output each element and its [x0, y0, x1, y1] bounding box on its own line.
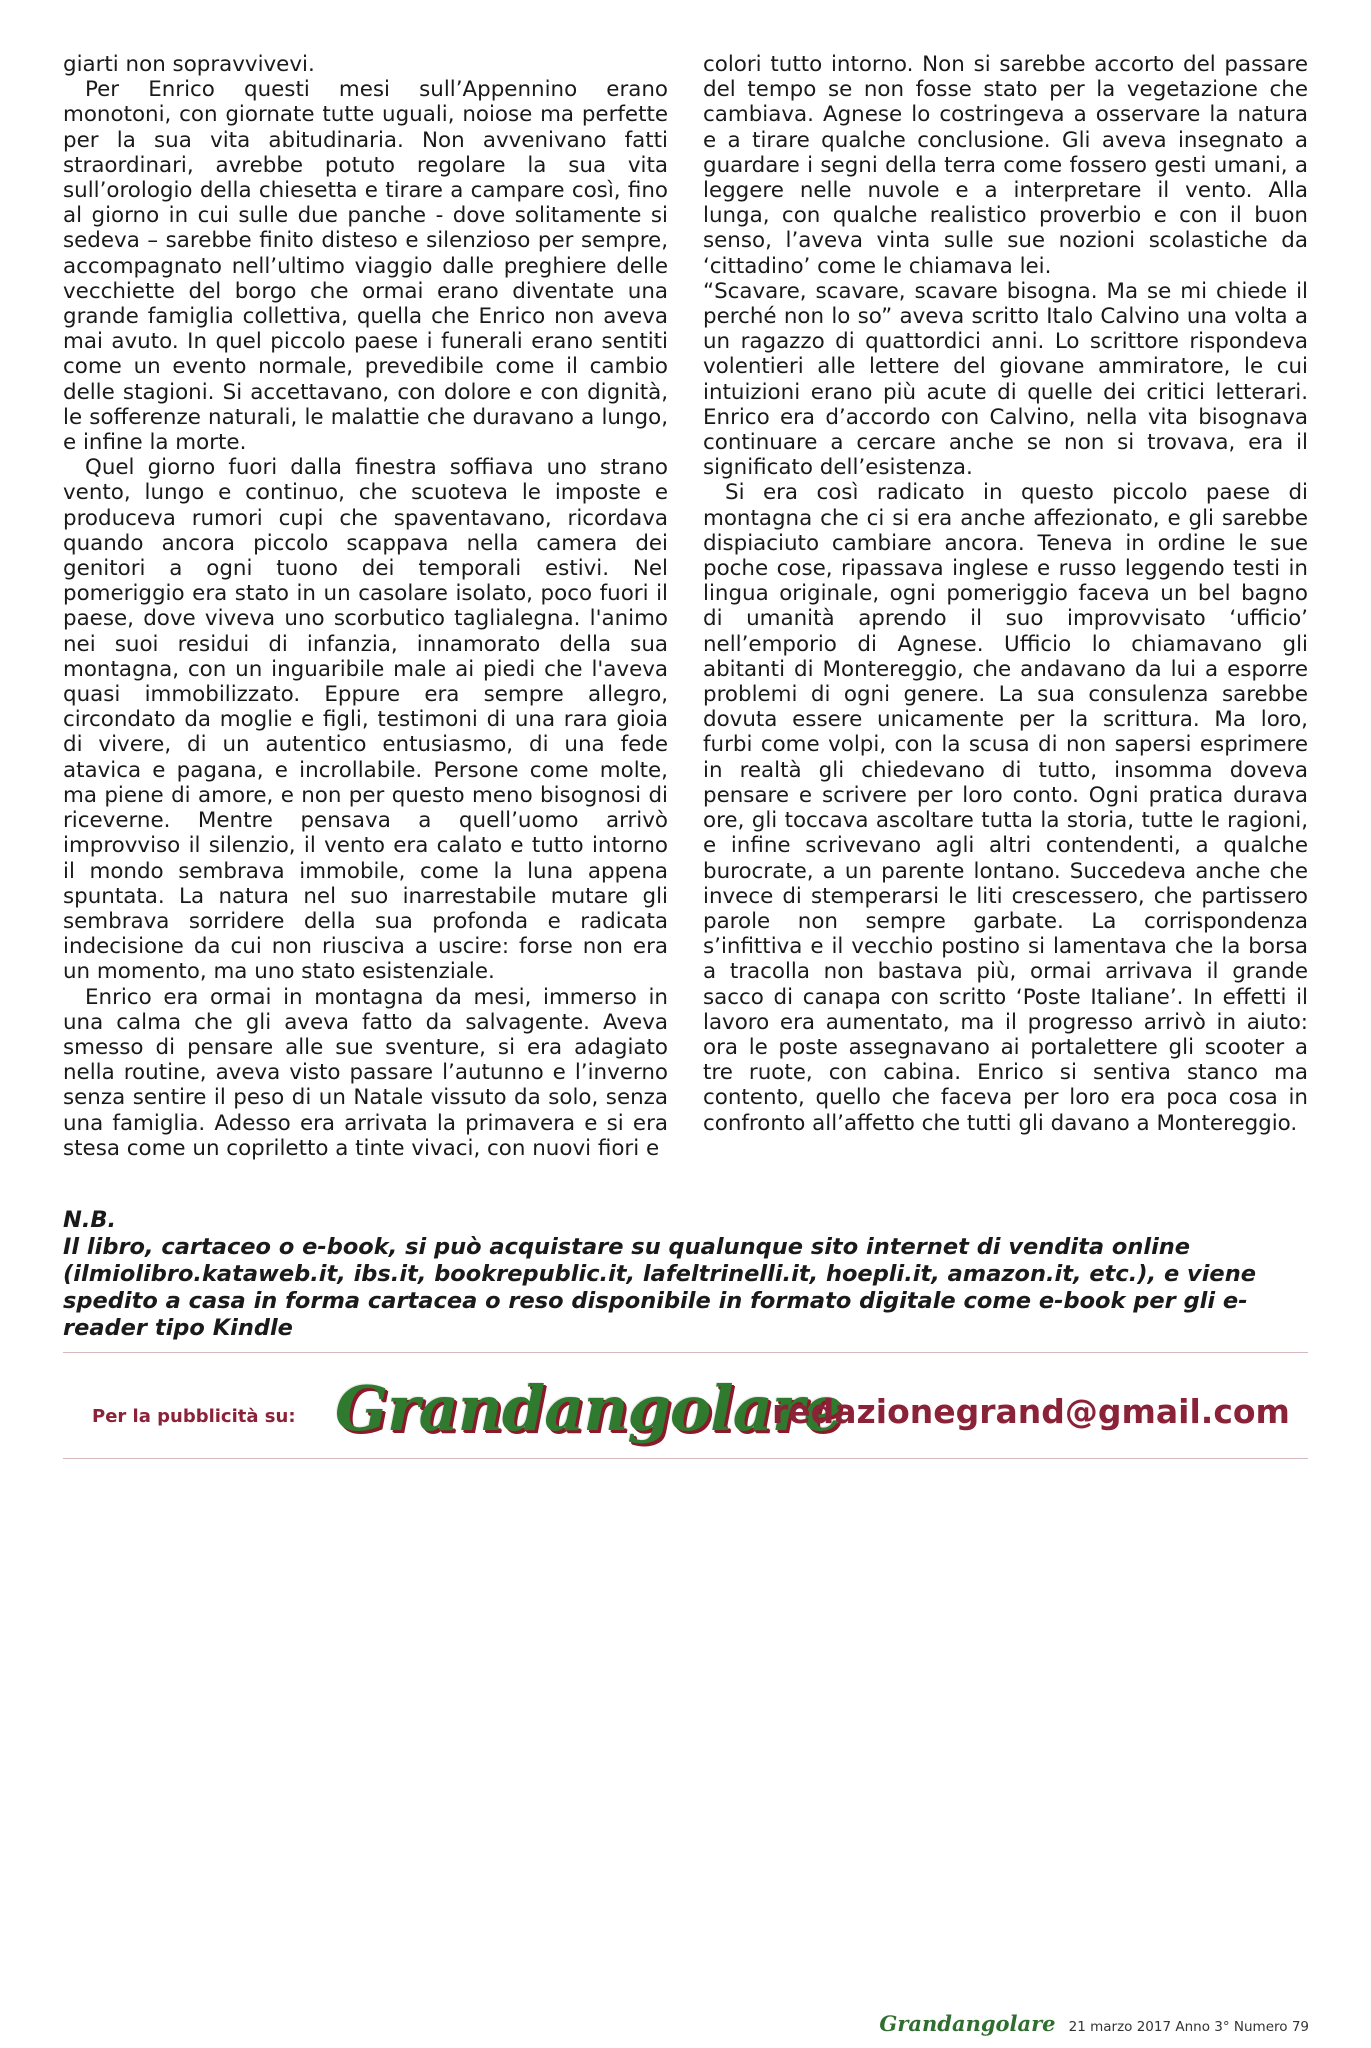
article-column-right [703, 52, 1308, 1136]
article-column-left [63, 52, 668, 1161]
footer-issue-info: 21 marzo 2017 Anno 3° Numero 79 [1068, 2019, 1309, 2035]
paragraph: colori tutto intorno. Non si sarebbe accorto del passare del tempo se non fosse stato per la vegetazione che cambiava. Agnese lo costringeva a osservare la natura e a tirare qualche conclusione. Gli aveva insegnato a guardare i segni della terra come fossero gesti umani, a leggere nelle nuvole e a interpretare il vento. Alla lunga, con qualche realistico proverbio e con il buon senso, l’aveva vinta sulle sue nozioni scolastiche da ‘cittadino’ come le chiamava lei. [703, 52, 1308, 279]
divider [63, 1458, 1308, 1459]
page-footer [879, 2011, 1309, 2036]
paragraph: “Scavare, scavare, scavare bisogna. Ma se mi chiede il perché non lo so” aveva scritto Italo Calvino una volta a un ragazzo di quattordici anni. Lo scrittore rispondeva volentieri alle lettere del giovane ammiratore, le cui intuizioni erano più acute di quelle dei critici letterari. Enrico era d’accordo con Calvino, nella vita bisognava continuare a cercare anche se non si trovava, era il significato dell’esistenza. [703, 278, 1308, 481]
paragraph: Quel giorno fuori dalla finestra soffiava uno strano vento, lungo e continuo, che scuoteva le imposte e produceva rumori cupi che spaventavano, ricordava quando ancora piccolo scappava nella camera dei genitori a ogni tuono dei temporali estivi. Nel pomeriggio era stato in un casolare isolato, poco fuori il paese, dove viveva uno scorbutico taglialegna. l'animo nei suoi residui di infanzia, innamorato della sua montagna, con un inguaribile male ai piedi che l'aveva quasi immobilizzato. Eppure era sempre allegro, circondato da moglie e figli, testimoni di una rara gioia di vivere, di un autentico entusiasmo, di una fede atavica e pagana, e incrollabile. Persone come molte, ma piene di amore, e non per questo meno bisognosi di riceverne. Mentre pensava a quell’uomo arrivò improvviso il silenzio, il vento era calato e tutto intorno il mondo sembrava immobile, come la luna appena spuntata. La natura nel suo inarrestabile mutare gli sembrava sorridere della sua profonda e radicata indecisione da cui non riusciva a uscire: forse non era un momento, ma uno stato esistenziale. [63, 455, 668, 985]
footer-logo: Grandangolare [879, 2011, 1056, 2036]
paragraph: giarti non sopravvivevi. [63, 52, 315, 77]
paragraph: Per Enrico questi mesi sull’Appennino erano monotoni, con giornate tutte uguali, noiose ma perfette per la sua vita abitudinaria. Non avvenivano fatti straordinari, avrebbe potuto regolare la sua vita sull’orologio della chiesetta e tirare a campare così, fino al giorno in cui sulle due panche - dove solitamente si sedeva – sarebbe finito disteso e silenzioso per sempre, accompagnato nell’ultimo viaggio dalle preghiere delle vecchiette del borgo che ormai erano diventate una grande famiglia collettiva, quella che Enrico non aveva mai avuto. In quel piccolo paese i funerali erano sentiti come un evento normale, prevedibile come il cambio delle stagioni. Si accettavano, con dolore e con dignità, le sofferenze naturali, le malattie che duravano a lungo, e infine la morte. [63, 77, 668, 456]
ad-logo: Grandangolare [335, 1372, 843, 1445]
ad-label: Per la pubblicità su: [92, 1406, 296, 1427]
paragraph: Si era così radicato in questo piccolo paese di montagna che ci si era anche affezionato, e gli sarebbe dispiaciuto cambiare ancora. Teneva in ordine le sue poche cose, ripassava inglese e russo leggendo testi in lingua originale, ogni pomeriggio faceva un bel bagno di umanità aprendo il suo improvvisato ‘ufficio’ nell’emporio di Agnese. Ufficio lo chiamavano gli abitanti di Montereggio, che andavano da lui a esporre problemi di ogni genere. La sua consulenza sarebbe dovuta essere unicamente per la scrittura. Ma loro, furbi come volpi, con la scusa di non sapersi esprimere in realtà gli chiedevano di tutto, insomma doveva pensare e scrivere per loro conto. Ogni pratica durava ore, gli toccava ascoltare tutta la storia, tutte le ragioni, e infine scrivevano agli altri contendenti, a qualche burocrate, a un parente lontano. Succedeva anche che invece di stemperarsi le liti crescessero, che partissero parole non sempre garbate. La corrispondenza s’infittiva e il vecchio postino si lamentava che la borsa a tracolla non bastava più, ormai arrivava il grande sacco di canapa con scritto ‘Poste Italiane’. In effetti il lavoro era aumentato, ma il progresso arrivò in aiuto: ora le poste assegnavano ai portalettere gli scooter a tre ruote, con cabina. Enrico si sentiva stanco ma contento, quello che faceva per loro era poca cosa in confronto all’affetto che tutti gli davano a Montereggio. [703, 480, 1308, 1136]
divider [63, 1352, 1308, 1353]
note-block [63, 1207, 1308, 1342]
ad-email-link[interactable]: redazionegrand@gmail.com [772, 1392, 1290, 1431]
paragraph: Enrico era ormai in montagna da mesi, immerso in una calma che gli aveva fatto da salvagente. Aveva smesso di pensare alle sue sventure, si era adagiato nella routine, aveva visto passare l’autunno e l’inverno senza sentire il peso di un Natale vissuto da solo, senza una famiglia. Adesso era arrivata la primavera e si era stesa come un copriletto a tinte vivaci, con nuovi fiori e [63, 984, 668, 1161]
note-heading: N.B. [63, 1207, 117, 1233]
note-text: Il libro, cartaceo o e-book, si può acquistare su qualunque sito internet di vendita online (ilmiolibro.kataweb.it, ibs.it, bookrepublic.it, lafeltrinelli.it, hoepli.it, amazon.it, etc.), e viene spedito a casa in forma cartacea o reso disponibile in formato digitale come e-book per gli e-reader tipo Kindle [63, 1234, 1256, 1341]
